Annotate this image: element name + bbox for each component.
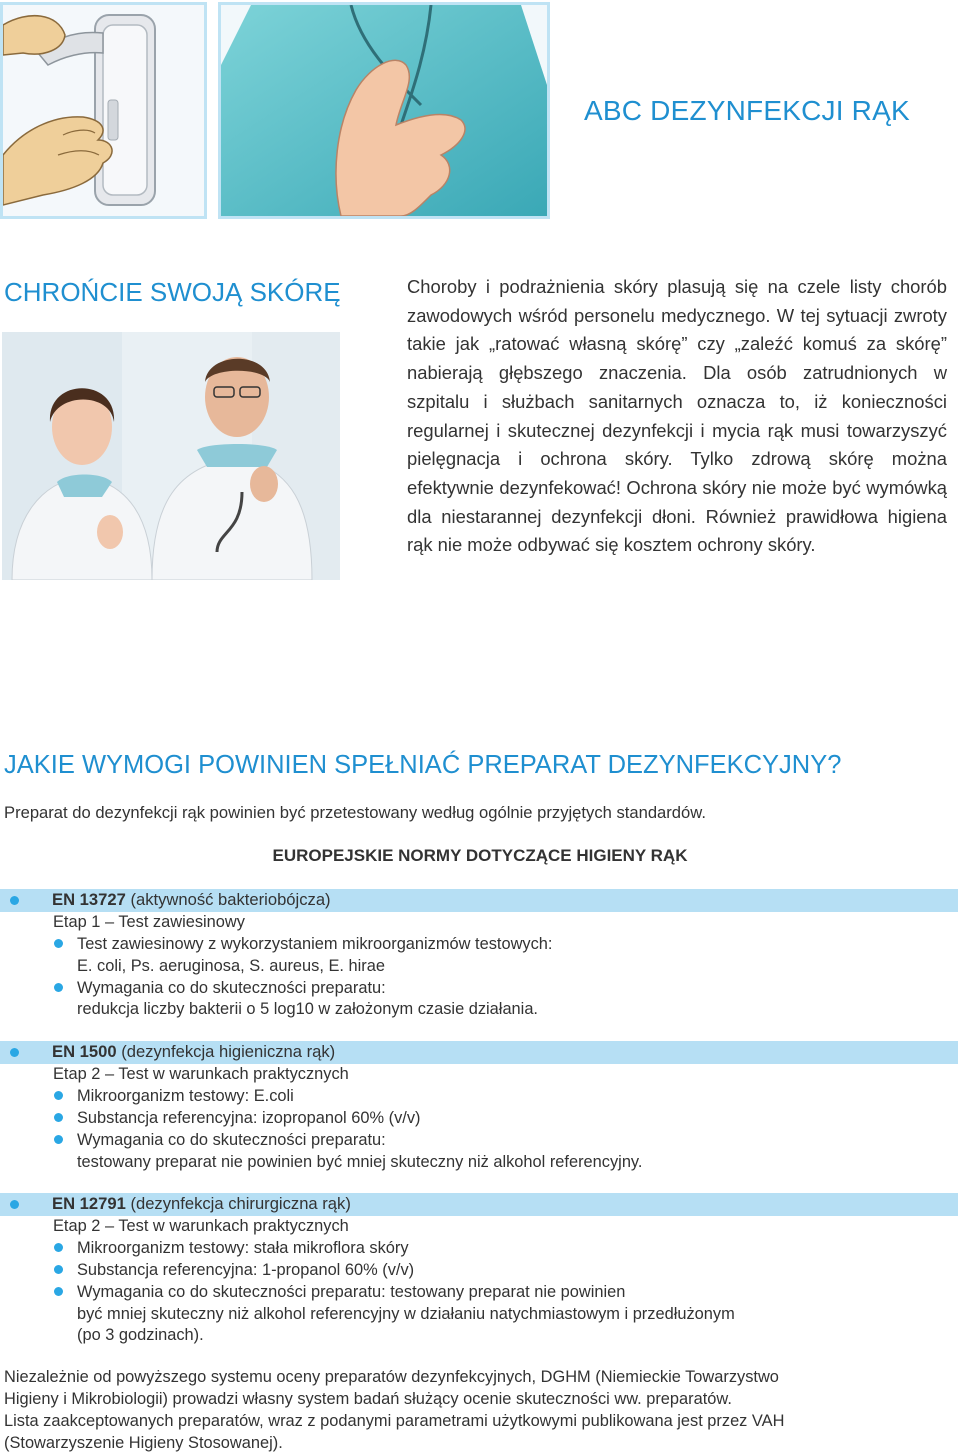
norm-item-continuation: testowany preparat nie powinien być mniej skuteczny niż alkohol referencyjny. xyxy=(77,1153,643,1171)
norm-item-continuation: E. coli, Ps. aeruginosa, S. aureus, E. hirae xyxy=(77,957,385,975)
footer-line: (Stowarzyszenie Higieny Stosowanej). xyxy=(4,1434,283,1452)
norm-stage: Etap 1 – Test zawiesinowy xyxy=(53,913,245,931)
norm-code: EN 12791 xyxy=(52,1194,126,1213)
norm-item: Test zawiesinowy z wykorzystaniem mikroorganizmów testowych: xyxy=(77,935,553,953)
norm-description: (aktywność bakteriobójcza) xyxy=(130,890,331,909)
footer-line: Niezależnie od powyższego systemu oceny preparatów dezynfekcyjnych, DGHM (Niemieckie Towarzystwo xyxy=(4,1368,779,1386)
bullet-icon xyxy=(54,1265,63,1274)
norm-heading xyxy=(52,1193,351,1215)
norm-stage: Etap 2 – Test w warunkach praktycznych xyxy=(53,1065,349,1083)
bullet-icon xyxy=(54,983,63,992)
european-norms-title: EUROPEJSKIE NORMY DOTYCZĄCE HIGIENY RĄK xyxy=(272,846,688,865)
norm-item: Wymagania co do skuteczności preparatu: xyxy=(77,979,386,997)
dispenser-image xyxy=(0,2,207,219)
bullet-icon xyxy=(54,1113,63,1122)
section-title-skin-protection: CHROŃCIE SWOJĄ SKÓRĘ xyxy=(4,277,341,307)
bullet-icon xyxy=(54,939,63,948)
footer-text xyxy=(4,1366,954,1454)
bullet-icon xyxy=(54,1091,63,1100)
norm-stage: Etap 2 – Test w warunkach praktycznych xyxy=(53,1217,349,1235)
norm-item-continuation: być mniej skuteczny niż alkohol referencyjny w działaniu natychmiastowym i przedłużonym xyxy=(77,1305,735,1323)
norm-item: Mikroorganizm testowy: stała mikroflora skóry xyxy=(77,1239,409,1257)
bullet-icon xyxy=(54,1243,63,1252)
norm-description: (dezynfekcja chirurgiczna rąk) xyxy=(130,1194,351,1213)
norm-item-continuation: redukcja liczby bakterii o 5 log10 w założonym czasie działania. xyxy=(77,1000,538,1018)
norm-heading xyxy=(52,1041,335,1063)
bullet-icon xyxy=(10,896,19,905)
bullet-icon xyxy=(54,1287,63,1296)
footer-line: Higieny i Mikrobiologii) prowadzi własny system badań służący ocenie skuteczności ww. preparatów. xyxy=(4,1390,732,1408)
hand-dispenser-illustration xyxy=(3,5,204,216)
norm-item: Wymagania co do skuteczności preparatu: xyxy=(77,1131,386,1149)
norm-item-continuation: (po 3 godzinach). xyxy=(77,1326,204,1344)
norm-item: Mikroorganizm testowy: E.coli xyxy=(77,1087,294,1105)
requirements-intro: Preparat do dezynfekcji rąk powinien być przetestowany według ogólnie przyjętych standardów. xyxy=(4,803,706,822)
medical-staff-image xyxy=(2,332,340,580)
doctor-hand-image xyxy=(218,2,550,219)
norm-description: (dezynfekcja higieniczna rąk) xyxy=(121,1042,336,1061)
section-title-requirements: JAKIE WYMOGI POWINIEN SPEŁNIAĆ PREPARAT DEZYNFEKCYJNY? xyxy=(4,751,842,779)
doctor-hand-photo xyxy=(221,5,547,216)
skin-protection-paragraph: Choroby i podrażnienia skóry plasują się na czele listy chorób zawodowych wśród personelu medycznego. W tej sytuacji zwroty takie jak „ratować własną skórę” czy „zaleźć komuś za skórę” nabierają głębszego znaczenia. Dla osób zatrudnionych w szpitalu i służbach sanitarnych oznacza to, iż konieczności regularnej i skutecznej dezynfekcji i mycia rąk musi towarzyszyć pielęgnacja i ochrona skóry. Tylko zdrową skórę można efektywnie dezynfekować! Ochrona skóry nie może być wymówką dla niestarannej dezynfekcji dłoni. Również prawidłowa higiena rąk nie może odbywać się kosztem ochrony skóry. xyxy=(407,276,947,556)
norm-item: Substancja referencyjna: 1-propanol 60% (v/v) xyxy=(77,1261,415,1279)
norm-item: Wymagania co do skuteczności preparatu: testowany preparat nie powinien xyxy=(77,1283,626,1301)
norm-item: Substancja referencyjna: izopropanol 60% (v/v) xyxy=(77,1109,421,1127)
norm-code: EN 1500 xyxy=(52,1042,117,1061)
bullet-icon xyxy=(10,1048,19,1057)
norm-code: EN 13727 xyxy=(52,890,126,909)
medical-staff-photo xyxy=(2,332,340,580)
bullet-icon xyxy=(10,1200,19,1209)
page-title: ABC DEZYNFEKCJI RĄK xyxy=(584,95,910,126)
bullet-icon xyxy=(54,1135,63,1144)
footer-line: Lista zaakceptowanych preparatów, wraz z podanymi parametrami użytkowymi publikowana jest przez VAH xyxy=(4,1412,785,1430)
norm-heading xyxy=(52,889,331,911)
